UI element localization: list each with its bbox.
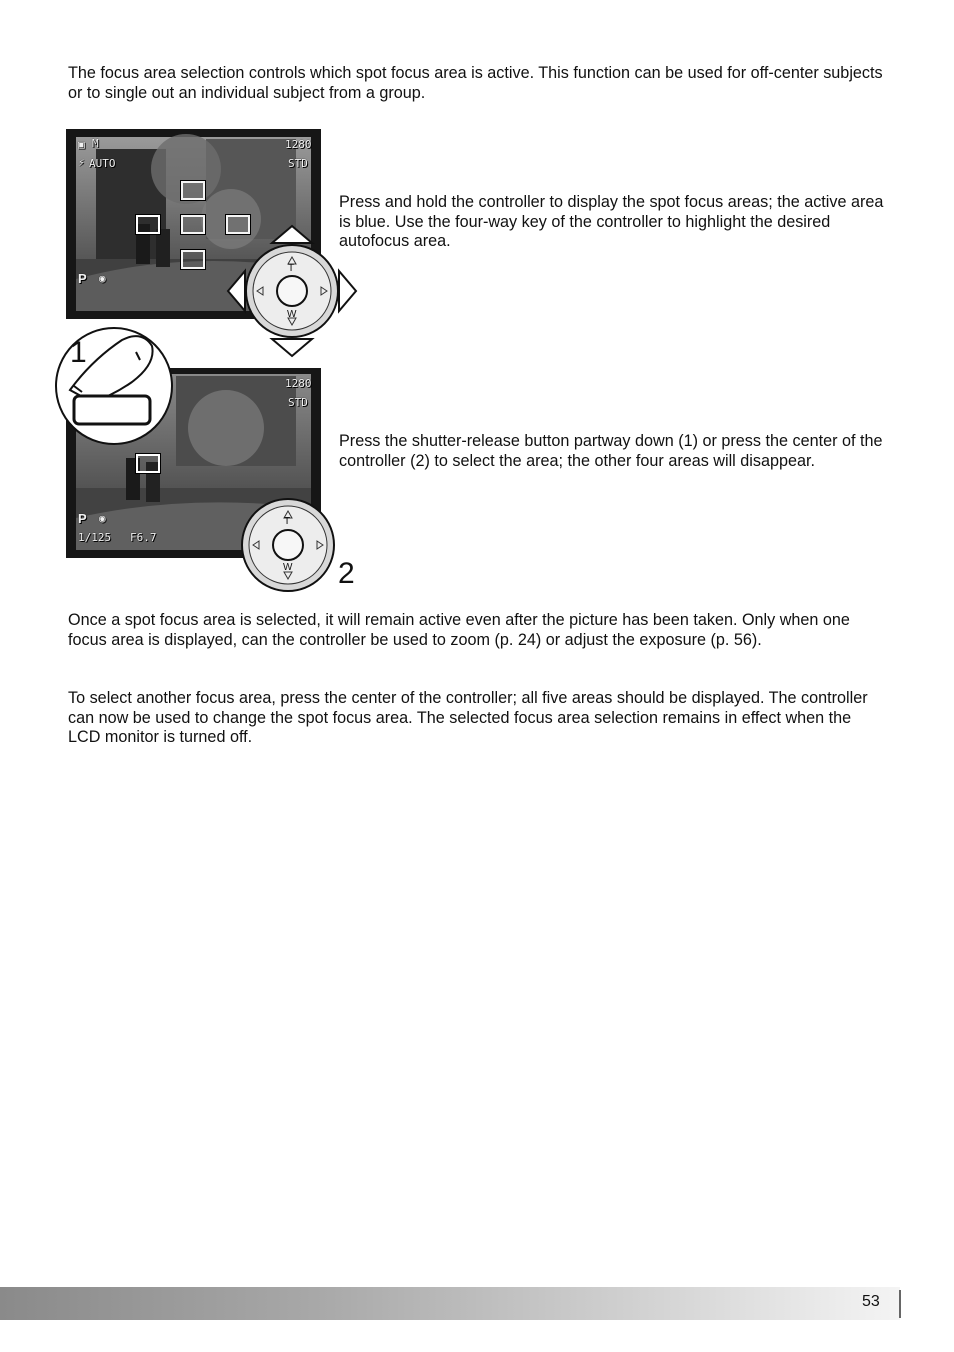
lcd2-quality: STD (288, 396, 308, 409)
lcd2-shutter-speed: 1/125 (78, 531, 112, 544)
lcd-image-size: 1280 (285, 138, 312, 151)
focus-area-selected (136, 454, 160, 473)
page-number: 53 (862, 1293, 880, 1310)
controller-tele-label: T (288, 263, 295, 274)
lcd2-exposure-mode: P (78, 511, 87, 526)
focus-area-top (181, 181, 205, 200)
lcd-mode: M (92, 137, 99, 150)
footer-divider (899, 1290, 901, 1318)
flash-icon: ⚡ (78, 156, 85, 169)
focus-area-bottom (181, 250, 205, 269)
arrow-up-icon (272, 226, 312, 243)
lcd-flash: AUTO (89, 157, 116, 170)
controller-center-button-2 (273, 530, 303, 560)
controller-wide-label: W (287, 309, 297, 320)
step2-text: Press the shutter-release button partway down (1) or press the center of the controller (2) to select the area; the other four areas will disappear. (339, 432, 883, 470)
arrow-right-icon (339, 271, 356, 311)
lcd-quality: STD (288, 157, 308, 170)
controller2-wide-label: W (283, 562, 293, 573)
shutter-button-icon (74, 396, 150, 424)
arrow-down-icon (272, 339, 312, 356)
focus-area-center (181, 215, 205, 234)
step2-label-2: 2 (338, 557, 355, 590)
step2-label-1: 1 (70, 336, 87, 369)
metering-icon-2: ◉ (99, 512, 106, 525)
step1-text: Press and hold the controller to display the spot focus areas; the active area is blue. Use the four-way key of the controller to highlight the desired autofocus area. (339, 193, 884, 251)
paragraph-remain-active: Once a spot focus area is selected, it will remain active even after the picture has been taken. Only when one focus area is displayed, can the controller be used to zoom (p. 24) or adjust the exposure (p. 56). (68, 611, 850, 649)
focus-area-left-active (136, 215, 160, 234)
lcd2-aperture: F6.7 (130, 531, 157, 544)
controller2-tele-label: T (284, 516, 291, 527)
arrow-left-icon (228, 271, 245, 311)
footer-bar (0, 1287, 900, 1320)
lcd2-image-size: 1280 (285, 377, 312, 390)
controller-center-button (277, 276, 307, 306)
camera-mode-icon: ▣ (78, 138, 85, 151)
intro-paragraph: The focus area selection controls which spot focus area is active. This function can be used for off-center subjects or to single out an individual subject from a group. (68, 64, 883, 102)
paragraph-select-another: To select another focus area, press the center of the controller; all five areas should be displayed. The controller can now be used to change the spot focus area. The selected focus area selection remains in effect when the LCD monitor is turned off. (68, 689, 868, 747)
controller-center-diagram (240, 497, 336, 593)
metering-icon: ◉ (99, 272, 106, 285)
lcd-exposure-mode: P (78, 271, 87, 286)
